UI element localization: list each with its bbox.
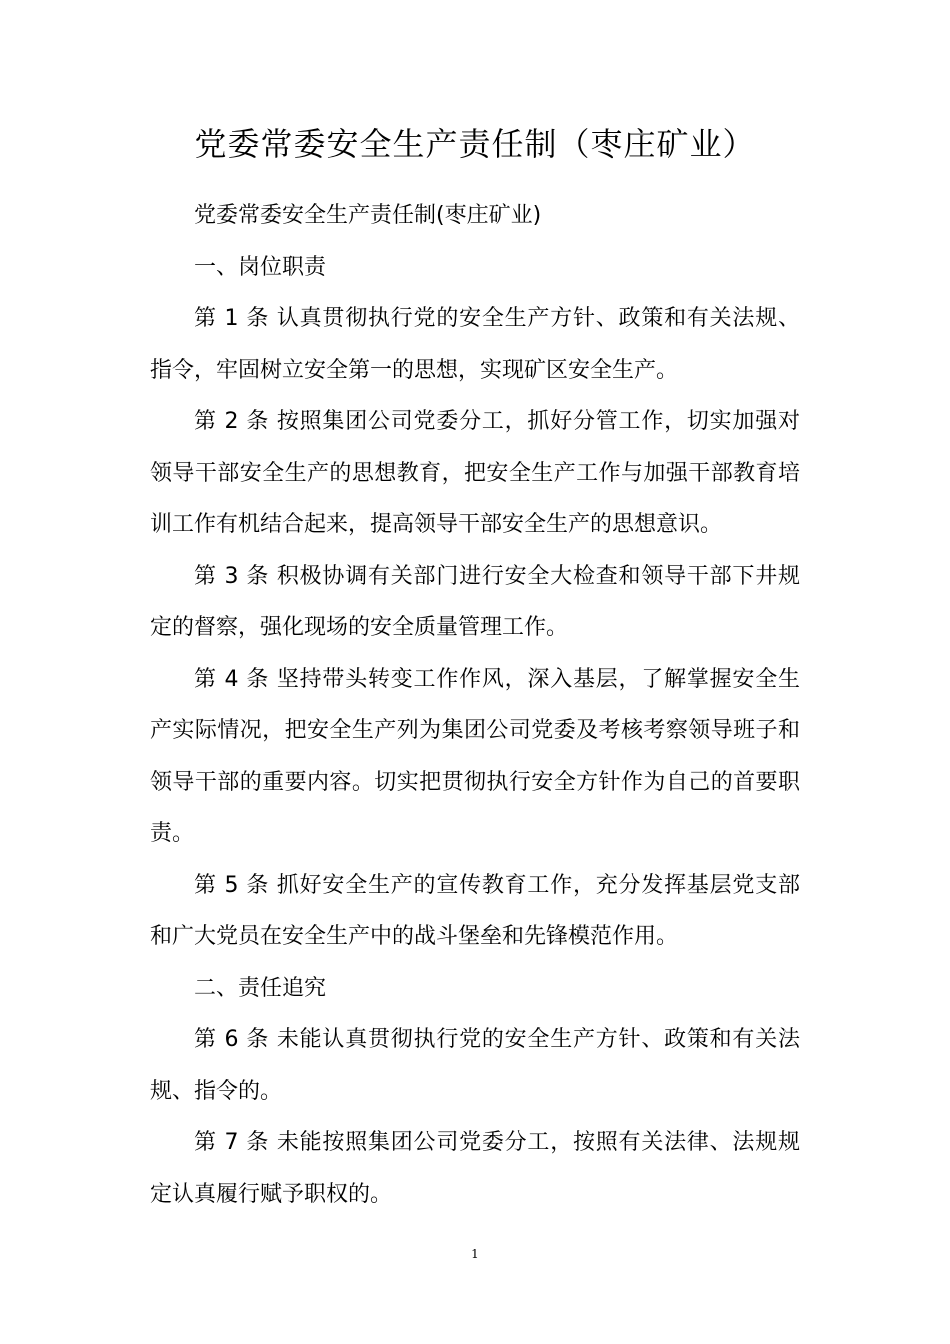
article-6-paragraph: 第 6 条 未能认真贯彻执行党的安全生产方针、政策和有关法规、指令的。 bbox=[150, 1027, 800, 1104]
section-heading-duties: 一、岗位职责 bbox=[194, 254, 327, 280]
article-2-paragraph: 第 2 条 按照集团公司党委分工，抓好分管工作，切实加强对领导干部安全生产的思想教育，把安全生产工作与加强干部教育培训工作有机结合起来，提高领导干部安全生产的思想意识。 bbox=[150, 409, 800, 537]
article-5-paragraph: 第 5 条 抓好安全生产的宣传教育工作，充分发挥基层党支部和广大党员在安全生产中的战斗堡垒和先锋模范作用。 bbox=[150, 872, 800, 949]
article-1-paragraph: 第 1 条 认真贯彻执行党的安全生产方针、政策和有关法规、指令，牢固树立安全第一的思想，实现矿区安全生产。 bbox=[150, 306, 800, 383]
document-title: 党委常委安全生产责任制（枣庄矿业） bbox=[194, 125, 756, 163]
document-body bbox=[150, 190, 800, 1220]
section-heading-accountability: 二、责任追究 bbox=[194, 975, 327, 1001]
article-7-paragraph: 第 7 条 未能按照集团公司党委分工，按照有关法律、法规规定认真履行赋予职权的。 bbox=[150, 1130, 800, 1207]
page-number: 1 bbox=[471, 1247, 479, 1261]
subtitle-paragraph: 党委常委安全生产责任制(枣庄矿业) bbox=[194, 203, 542, 228]
article-3-paragraph: 第 3 条 积极协调有关部门进行安全大检查和领导干部下井规定的督察，强化现场的安全质量管理工作。 bbox=[150, 563, 800, 640]
article-4-paragraph: 第 4 条 坚持带头转变工作作风，深入基层，了解掌握安全生产实际情况，把安全生产列为集团公司党委及考核考察领导班子和领导干部的重要内容。切实把贯彻执行安全方针作为自己的首要职责。 bbox=[150, 666, 800, 846]
